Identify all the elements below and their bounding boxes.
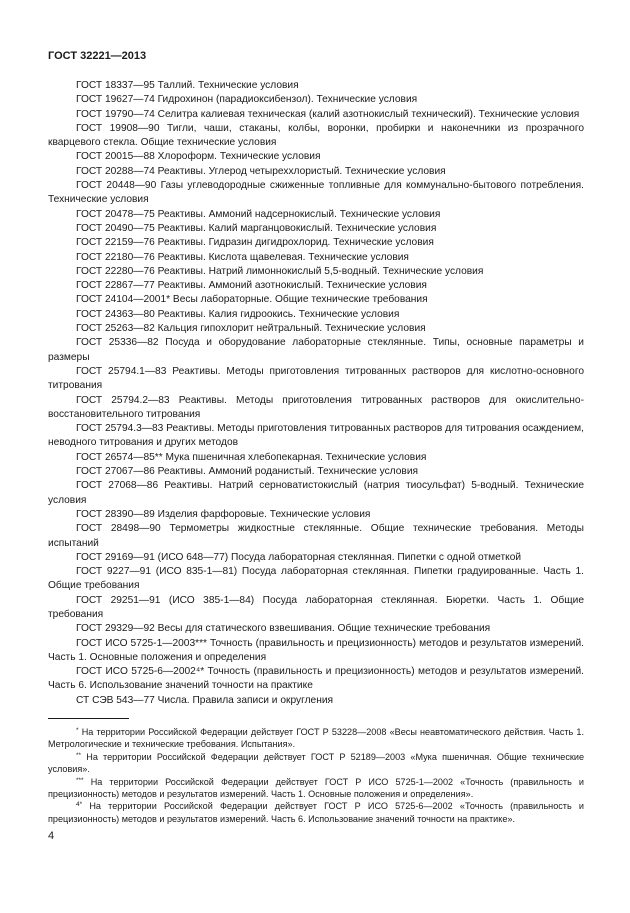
normative-references-list [48, 79, 584, 708]
reference-entry: ГОСТ 29329—92 Весы для статического взвешивания. Общие технические требования [76, 623, 491, 635]
reference-entry: ГОСТ 25794.3—83 Реактивы. Методы приготовления титрованных растворов для титрования осаждением, неводного титрования и других методов [48, 423, 584, 449]
reference-entry: ГОСТ 9227—91 (ИСО 835-1—81) Посуда лабораторная стеклянная. Пипетки градуированные. Часть 1. Общие требования [48, 566, 584, 592]
reference-entry: ГОСТ 20288—74 Реактивы. Углерод четыреххлористый. Технические условия [76, 165, 446, 177]
reference-entry: СТ СЭВ 543—77 Числа. Правила записи и округления [76, 694, 334, 706]
reference-entry: ГОСТ 25336—82 Посуда и оборудование лабораторные стеклянные. Типы, основные параметры и размеры [48, 337, 584, 363]
reference-entry: ГОСТ 22180—76 Реактивы. Кислота щавелевая. Технические условия [76, 251, 409, 263]
reference-entry: ГОСТ 28390—89 Изделия фарфоровые. Технические условия [76, 508, 371, 520]
footnote-text: На территории Российской Федерации действует ГОСТ Р 53228—2008 «Весы неавтоматического действия. Часть 1. Метрологические и технические требования. Испытания». [48, 727, 585, 750]
footnote-mark: * [76, 727, 79, 734]
reference-entry: ГОСТ 24104—2001* Весы лабораторные. Общие технические требования [76, 294, 428, 306]
reference-entry: ГОСТ 19790—74 Селитра калиевая техническая (калий азотнокислый технический). Технические условия [76, 108, 580, 120]
page-number: 4 [48, 830, 55, 842]
reference-entry: ГОСТ 29251—91 (ИСО 385-1—84) Посуда лабораторная стеклянная. Бюретки. Часть 1. Общие требования [48, 594, 584, 620]
reference-entry: ГОСТ 28498—90 Термометры жидкостные стеклянные. Общие технические требования. Методы испытаний [48, 523, 584, 549]
reference-entry: ГОСТ ИСО 5725-6—2002⁴* Точность (правильность и прецизионность) методов и результатов измерений. Часть 6. Использование значений точности на практике [48, 666, 584, 692]
reference-entry: ГОСТ 25794.1—83 Реактивы. Методы приготовления титрованных растворов для кислотно-основного титрования [48, 365, 584, 392]
reference-entry: ГОСТ 18337—95 Таллий. Технические условия [76, 80, 299, 91]
footnote-mark: ** [76, 751, 82, 759]
reference-entry: ГОСТ 20490—75 Реактивы. Калий марганцовокислый. Технические условия [76, 222, 437, 234]
reference-entry: ГОСТ 27067—86 Реактивы. Аммоний роданистый. Технические условия [76, 466, 419, 478]
reference-entry: ГОСТ 25263—82 Кальция гипохлорит нейтральный. Технические условия [76, 323, 426, 335]
reference-entry: ГОСТ 22159—76 Реактивы. Гидразин дигидрохлорид. Технические условия [76, 237, 434, 249]
reference-entry: ГОСТ 20448—90 Газы углеводородные сжиженные топливные для коммунально-бытового потребления. Технические условия [48, 180, 584, 206]
footnote-text: На территории Российской Федерации действует ГОСТ Р 52189—2003 «Мука пшеничная. Общие технические условия». [48, 751, 585, 775]
reference-entry: ГОСТ 29169—91 (ИСО 648—77) Посуда лабораторная стеклянная. Пипетки с одной отметкой [76, 551, 522, 563]
footnote [48, 800, 584, 825]
footnote-separator [48, 718, 129, 719]
reference-entry: ГОСТ 25794.2—83 Реактивы. Методы приготовления титрованных растворов для окислительно-восстановительного титрования [48, 394, 584, 420]
footnote-mark: *** [76, 776, 84, 784]
reference-entry: ГОСТ 27068—86 Реактивы. Натрий серноватистокислый (натрия тиосульфат) 5-водный. Технические условия [48, 480, 584, 506]
footnotes-list [48, 726, 584, 825]
reference-entry: ГОСТ 19908—90 Тигли, чаши, стаканы, колбы, воронки, пробирки и наконечники из прозрачного кварцевого стекла. Общие технические условия [48, 122, 584, 149]
footnote-text: На территории Российской Федерации действует ГОСТ Р ИСО 5725-6—2002 «Точность (правильность и прецизионность) методов и результатов измерений. Часть 6. Использование значений точности на практике». [48, 801, 584, 824]
reference-entry: ГОСТ 20478—75 Реактивы. Аммоний надсернокислый. Технические условия [76, 208, 441, 220]
reference-entry: ГОСТ ИСО 5725-1—2003*** Точность (правильность и прецизионность) методов и результатов измерений. Часть 1. Основные положения и определения [48, 637, 584, 663]
reference-entry: ГОСТ 22280—76 Реактивы. Натрий лимоннокислый 5,5-водный. Технические условия [76, 265, 484, 277]
footnote-mark: 4* [76, 801, 83, 809]
footnote-text: На территории Российской Федерации действует ГОСТ Р ИСО 5725-1—2002 «Точность (правильность и прецизионность) методов и результатов измерений. Часть 1. Основные положения и определения». [48, 776, 584, 800]
document-header: ГОСТ 32221—2013 [48, 50, 147, 62]
reference-entry: ГОСТ 24363—80 Реактивы. Калия гидроокись. Технические условия [76, 308, 400, 320]
reference-entry: ГОСТ 20015—88 Хлороформ. Технические условия [76, 151, 321, 163]
footnote [48, 751, 584, 776]
reference-entry: ГОСТ 22867—77 Реактивы. Аммоний азотнокислый. Технические условия [76, 280, 427, 292]
footnote [48, 776, 584, 801]
reference-entry: ГОСТ 19627—74 Гидрохинон (парадиоксибензол). Технические условия [76, 94, 418, 106]
footnote [48, 726, 584, 751]
reference-entry: ГОСТ 26574—85** Мука пшеничная хлебопекарная. Технические условия [76, 451, 427, 463]
